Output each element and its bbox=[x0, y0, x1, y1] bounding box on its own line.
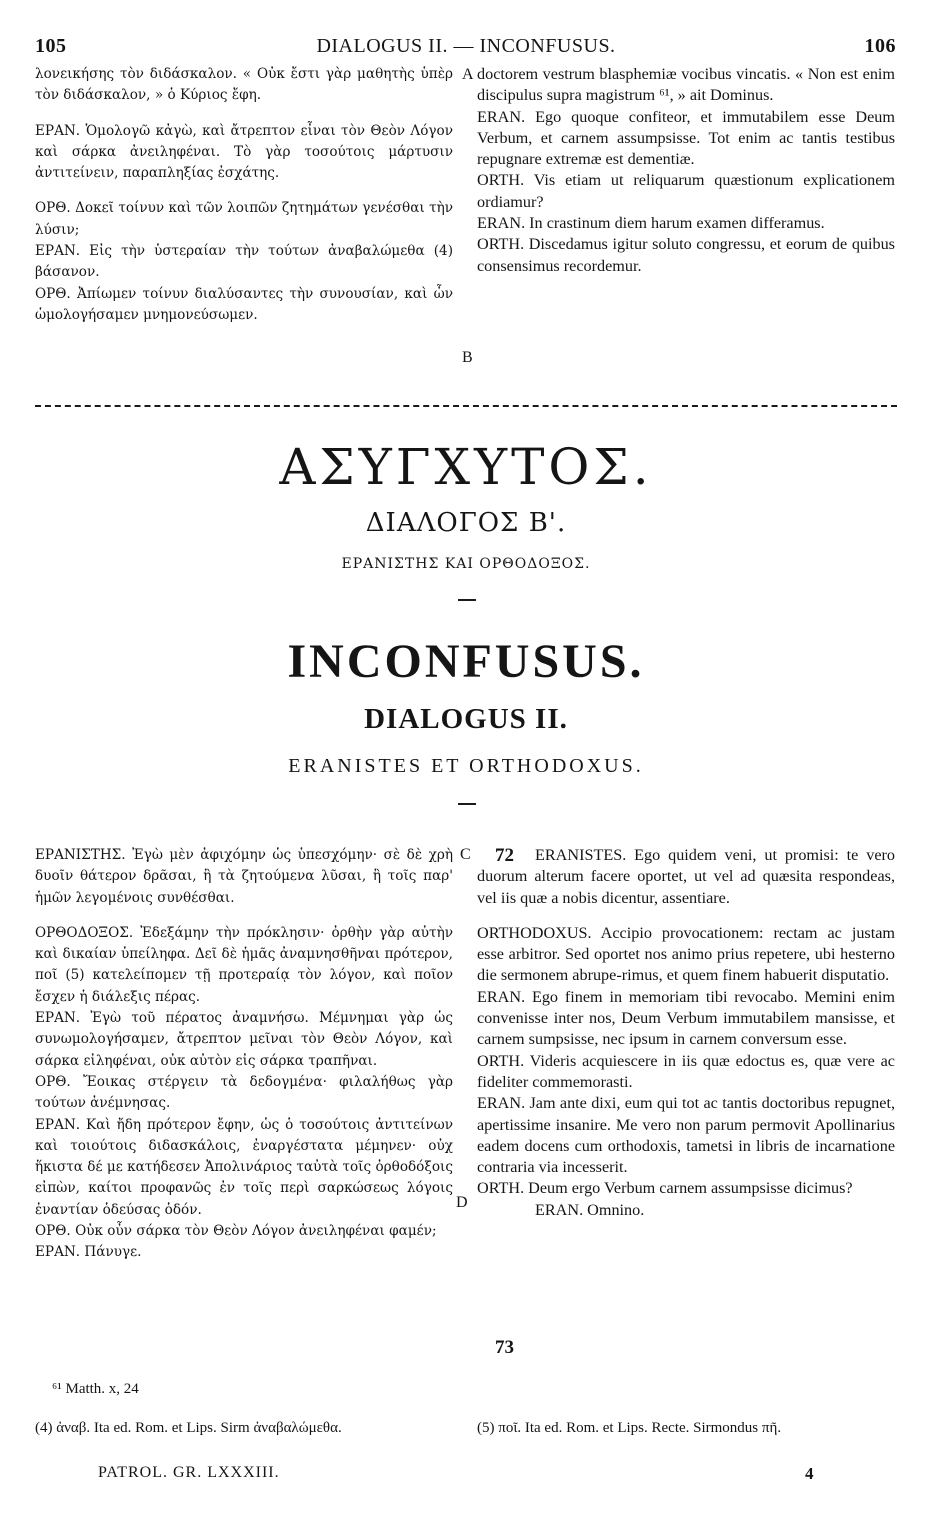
greek-paragraph: ΟΡΘ. Ἀπίωμεν τοίνυν διαλύσαντες τὴν συνουσίαν, καὶ ὧν ὡμολογήσαμεν μνημονεύσωμεν. bbox=[35, 285, 453, 323]
signature-number: 4 bbox=[805, 1464, 814, 1483]
latin-paragraph: ERANISTES. Ego quidem veni, ut promisi: te vero duorum alterum facere oportet, ut vel ad quæsita respondeas, vel iis quæ a nobis dicentur, assentiare. bbox=[477, 846, 895, 907]
greek-main-title: ΑΣΥΓΧΥΤΟΣ. bbox=[279, 438, 653, 496]
printer-signature: PATROL. GR. LXXXIII. bbox=[98, 1464, 280, 1481]
greek-paragraph: ΟΡΘ. Οὐκ οὖν σάρκα τὸν Θεὸν Λόγον ἀνειληφέναι φαμέν; bbox=[35, 1223, 437, 1240]
top-greek-column bbox=[35, 64, 453, 326]
latin-main-title: INCONFUSUS. bbox=[287, 635, 645, 688]
latin-subtitle: DIALOGUS II. bbox=[364, 703, 568, 735]
title-dash bbox=[458, 599, 476, 601]
greek-subtitle: ΔΙΑΛΟΓΟΣ Β'. bbox=[365, 508, 567, 538]
greek-paragraph: ΟΡΘΟΔΟΞΟΣ. Ἐδεξάμην τὴν πρόκλησιν· ὀρθὴν γὰρ αὐτὴν καὶ δικαίαν ὑπείληφα. Δεῖ δὲ ἡμᾶς ἀναμνησθῆναι πρότερον, ποῖ (5) κατελείπομεν τῇ προτεραίᾳ τὸν λόγον, καὶ ποῖον ἔσχεν ἡ διάλεξις πέρας. bbox=[35, 924, 453, 1005]
greek-paragraph: ΕΡΑΝ. Ὁμολογῶ κἀγὼ, καὶ ἄτρεπτον εἶναι τὸν Θεὸν Λόγον καὶ σάρκα ἀνειληφέναι. Τὸ γὰρ τοσούτοις μάρτυσιν ἀντιτείνειν, παραπληξίας ἐσχάτης. bbox=[35, 122, 453, 182]
latin-paragraph: ORTH. Vis etiam ut reliquarum quæstionum explicationem ordiamur? bbox=[477, 171, 895, 211]
latin-paragraph: ERAN. In crastinum diem harum examen differamus. bbox=[477, 214, 825, 233]
latin-paragraph: doctorem vestrum blasphemiæ vocibus vincatis. « Non est enim discipulus supra magistrum ⁶¹, » ait Dominus. bbox=[477, 65, 895, 105]
greek-paragraph: ΕΡΑΝ. Καὶ ἤδη πρότερον ἔφην, ὡς ὁ τοσούτοις ἀντιτείνων καὶ τοιούτοις διδασκάλοις, ἐναργέστατα μέμηνεν· οὐχ ἥκιστα δέ με κατήδεσεν Ἀπολινάριος ταὐτὰ τοῖς ὀρθοδόξοις εἰπὼν, καίτοι προφανῶς ἐν τοῖς περὶ σαρκώσεως λόγοις ἐναντίαν ὁδεύσας ὁδόν. bbox=[35, 1116, 453, 1218]
greek-persons: ΕΡΑΝΙΣΤΗΣ ΚΑΙ ΟΡΘΟΔΟΞΟΣ. bbox=[341, 556, 591, 572]
greek-paragraph: ΕΡΑΝ. Ἐγὼ τοῦ πέρατος ἀναμνήσω. Μέμνημαι γὰρ ὡς συνωμολογήσαμεν, ἄτρεπτον μεῖναι τὸν Θεὸν Λόγον, καὶ σάρκα εἰληφέναι, οὐκ αὐτὸν εἰς σάρκα τραπῆναι. bbox=[35, 1010, 453, 1069]
footnote-61: ⁶¹ Matth. x, 24 bbox=[52, 1381, 139, 1397]
greek-paragraph: ΟΡΘ. Δοκεῖ τοίνυν καὶ τῶν λοιπῶν ζητημάτων γενέσθαι τὴν λύσιν; bbox=[35, 200, 453, 238]
greek-paragraph: λονεικήσης τὸν διδάσκαλον. « Οὐκ ἔστι γὰρ μαθητὴς ὑπὲρ τὸν διδάσκαλον, » ὁ Κύριος ἔφη. bbox=[35, 66, 453, 104]
body-latin-column bbox=[477, 845, 895, 1221]
greek-paragraph: ΟΡΘ. Ἔοικας στέργειν τὰ δεδογμένα· φιλαλήθως γὰρ τούτων ἀνέμνησας. bbox=[35, 1073, 453, 1112]
latin-persons: ERANISTES ET ORTHODOXUS. bbox=[288, 755, 644, 777]
latin-paragraph: ERAN. Jam ante dixi, eum qui tot ac tantis doctoribus repugnet, apertissime insanire. Me vero non parum permovit Apollinarius eadem docens cum orthodoxis, tametsi in libris de incarnatione contraria via incesserit. bbox=[477, 1094, 895, 1177]
section-divider bbox=[35, 405, 897, 407]
latin-paragraph: ERAN. Omnino. bbox=[535, 1200, 645, 1219]
column-number-73: 73 bbox=[495, 1337, 514, 1358]
title-dash bbox=[458, 803, 476, 805]
column-number-72: 72 bbox=[495, 845, 514, 866]
page-number-left: 105 bbox=[35, 35, 67, 57]
latin-paragraph: ERAN. Ego quoque confiteor, et immutabilem esse Deum Verbum, et carnem assumpsisse. Tot enim ac tantis testibus repugnare extremæ est dementiæ. bbox=[477, 107, 895, 169]
running-title: DIALOGUS II. — INCONFUSUS. bbox=[316, 35, 616, 57]
footnote-5: (5) ποῖ. Ita ed. Rom. et Lips. Recte. Sirmondus πῆ. bbox=[477, 1420, 782, 1436]
latin-paragraph: ORTH. Deum ergo Verbum carnem assumpsisse dicimus? bbox=[477, 1179, 853, 1198]
latin-paragraph: ERAN. Ego finem in memoriam tibi revocabo. Memini enim convenisse inter nos, Deum Verbum immutabilem mansisse, et carnem sumpsisse, nec ipsum in carnem conversum esse. bbox=[477, 987, 895, 1049]
top-latin-column bbox=[477, 64, 895, 277]
margin-letter-d: D bbox=[456, 1194, 468, 1211]
footnote-4: (4) ἀναβ. Ita ed. Rom. et Lips. Sirm ἀναβαλώμεθα. bbox=[35, 1420, 342, 1436]
greek-paragraph: ΕΡΑΝ. Πάνυγε. bbox=[35, 1244, 142, 1261]
body-greek-column bbox=[35, 845, 453, 1264]
margin-letter-b: B bbox=[462, 349, 473, 366]
greek-paragraph: ΕΡΑΝΙΣΤΗΣ. Ἐγὼ μὲν ἀφιχόμην ὡς ὑπεσχόμην· σὲ δὲ χρὴ δυοῖν θάτερον δρᾶσαι, ἢ τὰ ζητούμενα λῦσαι, ἢ τοῖς παρ' ἡμῶν λεγομένοις συνθέσθαι. bbox=[35, 847, 453, 906]
latin-paragraph: ORTH. Videris acquiescere in iis quæ edoctus es, quæ vere ac fideliter commemorasti. bbox=[477, 1051, 895, 1091]
greek-paragraph: ΕΡΑΝ. Εἰς τὴν ὑστεραίαν τὴν τούτων ἀναβαλώμεθα (4) βάσανον. bbox=[35, 243, 453, 281]
latin-paragraph: ORTHODOXUS. Accipio provocationem: rectam ac justam esse arbitror. Sed oportet nos animo prius repetere, ubi hesterno die sermonem abrupe-rimus, et quem finem habuerit disputatio. bbox=[477, 923, 895, 985]
latin-paragraph: ORTH. Discedamus igitur soluto congressu, et eorum de quibus consensimus recordemur. bbox=[477, 235, 895, 275]
margin-letter-c: C bbox=[460, 846, 471, 863]
margin-letter-a: A bbox=[462, 66, 474, 83]
page-number-right: 106 bbox=[864, 35, 896, 57]
